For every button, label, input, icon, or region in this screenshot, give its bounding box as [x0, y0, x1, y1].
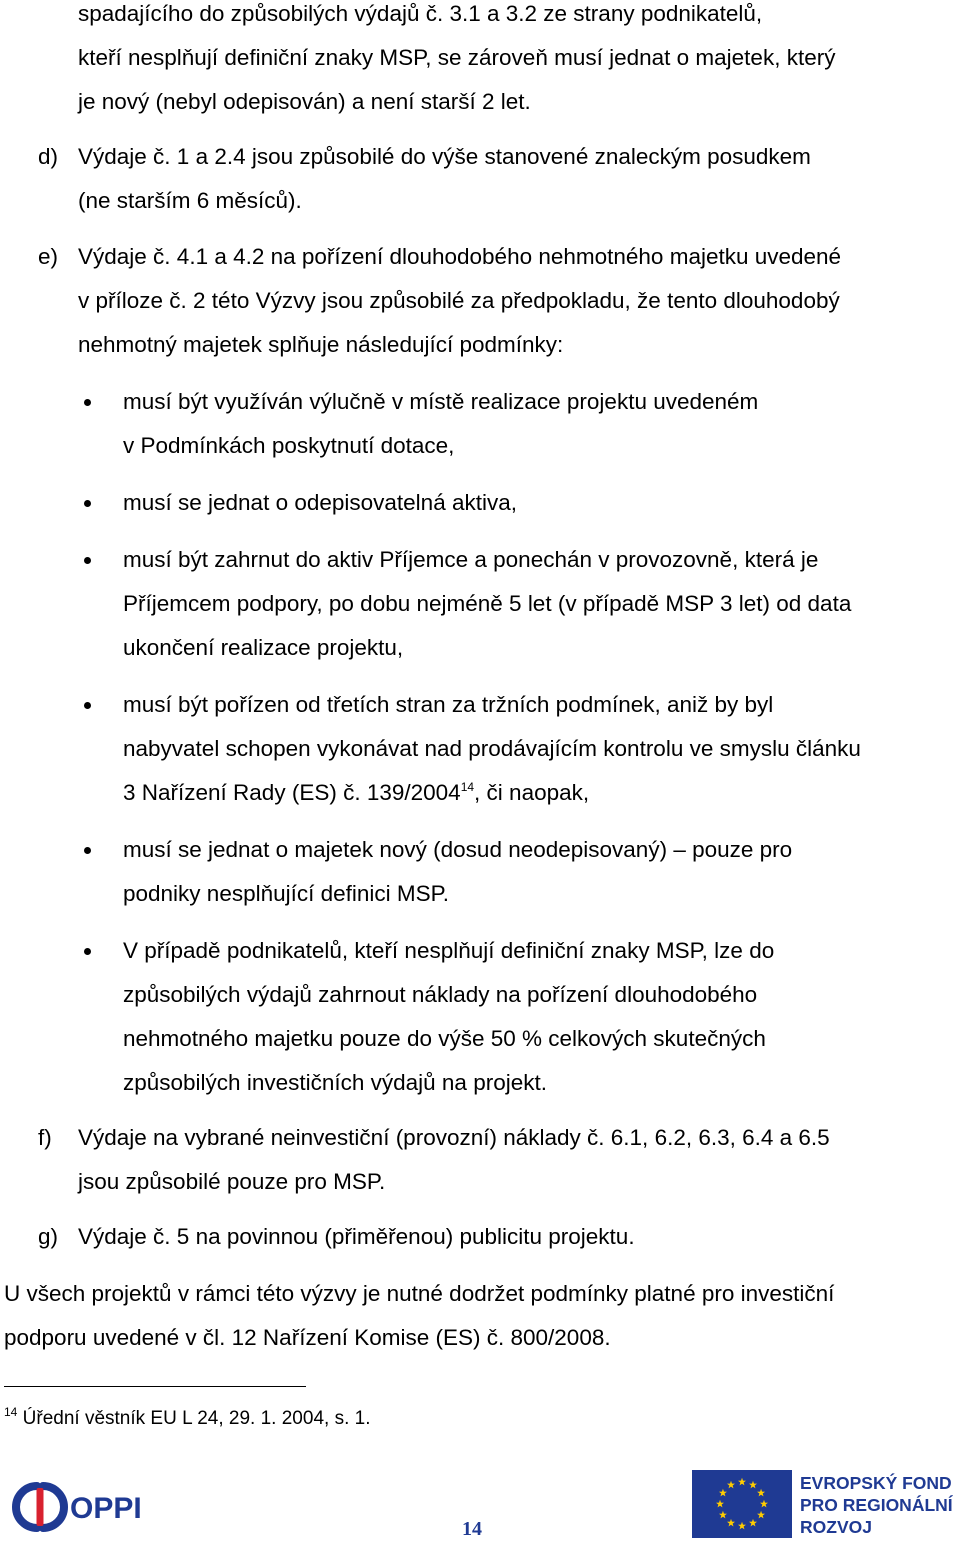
list-item-f — [38, 1116, 956, 1204]
text-line: Výdaje č. 5 na povinnou (přiměřenou) publicitu projektu. — [78, 1224, 635, 1249]
text-line: nabyvatel schopen vykonávat nad prodávajícím kontrolu ve smyslu článku — [123, 736, 861, 761]
bullet-item — [82, 683, 956, 815]
oppi-wordmark: OPPI — [70, 1492, 142, 1525]
text-run: , či naopak, — [474, 780, 590, 805]
text-line: kteří nesplňují definiční znaky MSP, se zároveň musí jednat o majetek, který — [78, 45, 836, 70]
bullet-item — [82, 481, 956, 525]
footnote-text: Úřední věstník EU L 24, 29. 1. 2004, s. 1. — [22, 1408, 371, 1429]
text-line: (ne starším 6 měsíců). — [78, 188, 302, 213]
text-line: musí se jednat o odepisovatelná aktiva, — [123, 490, 517, 515]
list-item-g — [38, 1215, 956, 1259]
paragraph-continuation — [78, 0, 956, 124]
footnote-number: 14 — [4, 1405, 18, 1419]
eu-flag-icon — [692, 1470, 792, 1538]
bullet-item — [82, 380, 956, 468]
footnote — [4, 1405, 370, 1433]
eu-erdf-logo — [692, 1470, 958, 1538]
text-line: musí být zahrnut do aktiv Příjemce a ponechán v provozovně, která je — [123, 547, 819, 572]
text-run: 3 Nařízení Rady (ES) č. 139/2004 — [123, 780, 461, 805]
text-line: v příloze č. 2 této Výzvy jsou způsobilé za předpokladu, že tento dlouhodobý — [78, 288, 840, 313]
list-label: d) — [38, 144, 59, 169]
footnote-reference: 14 — [460, 780, 475, 794]
text-line: je nový (nebyl odepisován) a není starší 2 let. — [78, 89, 531, 114]
text-line: podporu uvedené v čl. 12 Nařízení Komise (ES) č. 800/2008. — [4, 1325, 611, 1350]
text-line: V případě podnikatelů, kteří nesplňují definiční znaky MSP, lze do — [123, 938, 775, 963]
eu-text-line: EVROPSKÝ FOND — [800, 1473, 952, 1493]
text-line: Výdaje na vybrané neinvestiční (provozní) náklady č. 6.1, 6.2, 6.3, 6.4 a 6.5 — [78, 1125, 830, 1150]
list-item-e — [38, 235, 956, 367]
bullet-item — [82, 828, 956, 916]
text-line: spadajícího do způsobilých výdajů č. 3.1 a 3.2 ze strany podnikatelů, — [78, 1, 763, 26]
text-line: nehmotný majetek splňuje následující podmínky: — [78, 332, 564, 357]
text-line: nehmotného majetku pouze do výše 50 % celkových skutečných — [123, 1026, 766, 1051]
list-item-d — [38, 135, 956, 223]
text-line: způsobilých investičních výdajů na projekt. — [123, 1070, 547, 1095]
text-line: U všech projektů v rámci této výzvy je nutné dodržet podmínky platné pro investiční — [4, 1281, 835, 1306]
bullet-item — [82, 929, 956, 1105]
footnote-separator — [4, 1386, 306, 1387]
eu-fund-name — [800, 1472, 953, 1538]
text-line: ukončení realizace projektu, — [123, 635, 404, 660]
text-line: v Podmínkách poskytnutí dotace, — [123, 433, 455, 458]
list-label: f) — [38, 1125, 52, 1150]
bullet-item — [82, 538, 956, 670]
oppi-logo — [10, 1478, 170, 1536]
paragraph-conditions — [4, 1272, 956, 1360]
text-line: způsobilých výdajů zahrnout náklady na pořízení dlouhodobého — [123, 982, 758, 1007]
list-label: g) — [38, 1224, 59, 1249]
text-line: musí být využíván výlučně v místě realizace projektu uvedeném — [123, 389, 759, 414]
text-line: Výdaje č. 4.1 a 4.2 na pořízení dlouhodobého nehmotného majetku uvedené — [78, 244, 842, 269]
list-label: e) — [38, 244, 59, 269]
text-line — [123, 771, 956, 815]
eu-text-line: PRO REGIONÁLNÍ — [800, 1495, 953, 1515]
text-line: musí být pořízen od třetích stran za tržních podmínek, aniž by byl — [123, 692, 774, 717]
eu-text-line: ROZVOJ — [800, 1517, 872, 1537]
text-line: Příjemcem podpory, po dobu nejméně 5 let (v případě MSP 3 let) od data — [123, 591, 852, 616]
text-line: jsou způsobilé pouze pro MSP. — [78, 1169, 386, 1194]
page-number: 14 — [462, 1518, 482, 1540]
text-line: Výdaje č. 1 a 2.4 jsou způsobilé do výše stanovené znaleckým posudkem — [78, 144, 811, 169]
text-line: musí se jednat o majetek nový (dosud neodepisovaný) – pouze pro — [123, 837, 793, 862]
oppi-emblem-icon — [10, 1478, 170, 1536]
text-line: podniky nesplňující definici MSP. — [123, 881, 450, 906]
